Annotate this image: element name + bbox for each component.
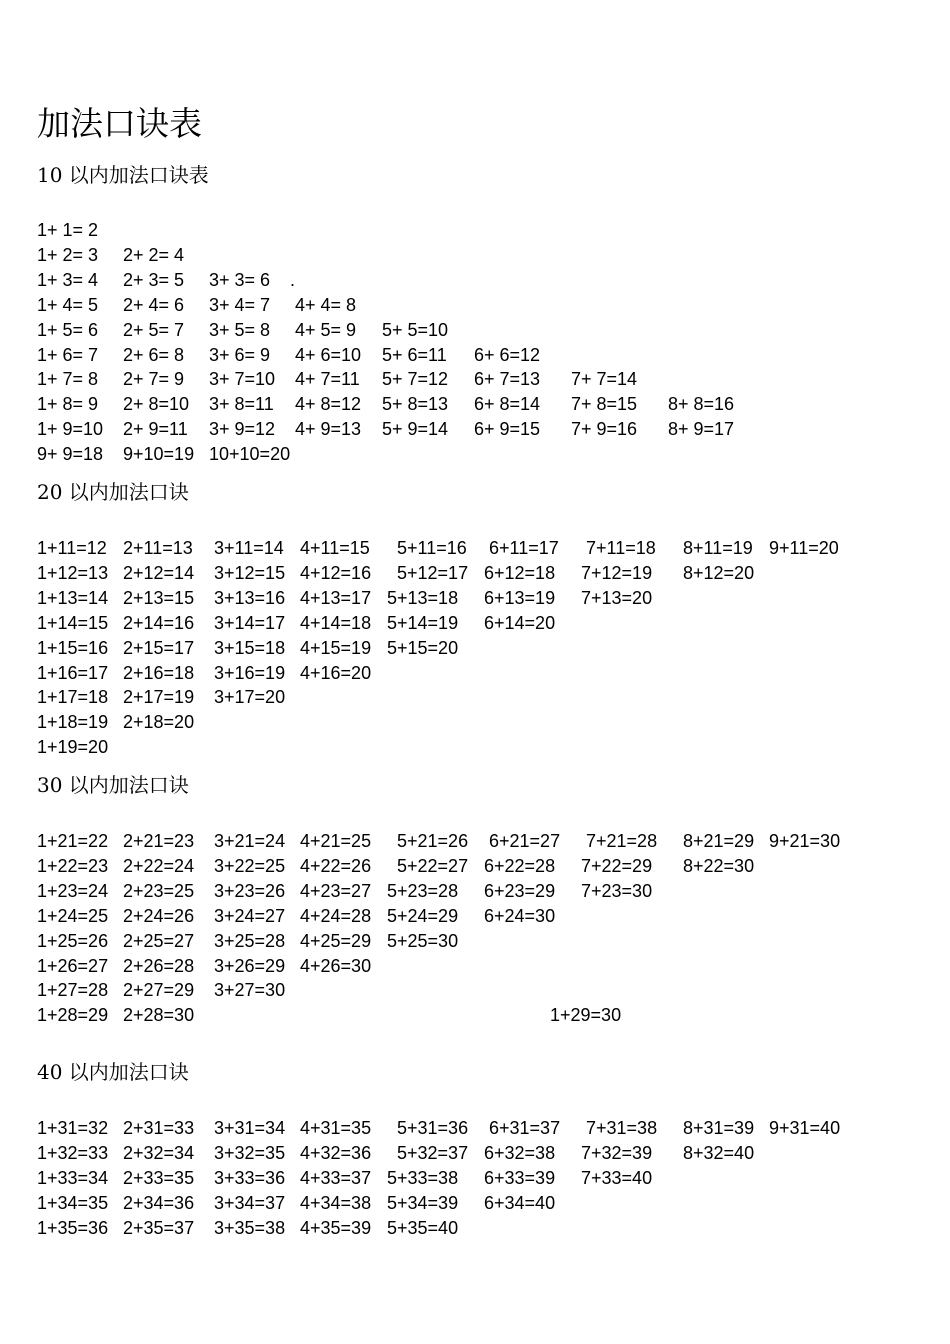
equation-cell: 4+26=30 [300,956,372,976]
table-row [37,417,937,441]
equation-cell: 5+32=37 [397,1143,469,1163]
equation-cell: 5+15=20 [387,638,459,658]
table-row [37,1166,937,1190]
equation-cell: 8+ 9=17 [668,419,735,439]
equation-cell: 6+ 7=13 [474,369,541,389]
equation-cell: 3+22=25 [214,856,286,876]
equation-cell: 8+32=40 [683,1143,755,1163]
equation-cell: 5+ 8=13 [382,394,449,414]
table-row [37,243,937,267]
table-row [37,954,937,978]
equation-cell: 5+ 5=10 [382,320,449,340]
equation-cell: 4+11=15 [300,538,370,558]
table-row [37,218,937,242]
equation-cell: 3+26=29 [214,956,286,976]
equation-cell: 4+33=37 [300,1168,372,1188]
equation-cell: 4+32=36 [300,1143,372,1163]
equation-cell: 2+16=18 [123,663,195,683]
equation-cell: 6+14=20 [484,613,556,633]
equation-cell: 2+ 2= 4 [123,245,185,265]
equation-cell: 4+ 8=12 [295,394,362,414]
table-row [37,536,937,560]
table-row [37,1003,937,1027]
table-row [37,661,937,685]
equation-cell: 2+33=35 [123,1168,195,1188]
equation-cell: 2+ 5= 7 [123,320,185,340]
equation-cell: 3+12=15 [214,563,286,583]
equation-cell: 3+33=36 [214,1168,286,1188]
equation-cell: 3+ 8=11 [209,394,274,414]
equation-cell: 6+12=18 [484,563,556,583]
equation-cell: 1+29=30 [550,1005,622,1025]
equation-cell: 1+32=33 [37,1143,109,1163]
equation-cell: 2+12=14 [123,563,195,583]
equation-cell: 1+ 3= 4 [37,270,99,290]
equation-cell: 2+11=13 [123,538,193,558]
equation-cell: 2+22=24 [123,856,195,876]
equation-cell: 2+ 9=11 [123,419,188,439]
equation-cell: 2+28=30 [123,1005,195,1025]
equation-cell: 3+25=28 [214,931,286,951]
equation-cell: 10+10=20 [209,444,291,464]
equation-cell: 7+22=29 [581,856,653,876]
equation-cell: 7+12=19 [581,563,653,583]
equation-cell: 3+ 7=10 [209,369,276,389]
equation-cell: 4+ 9=13 [295,419,362,439]
table-row [37,685,937,709]
equation-cell: 4+22=26 [300,856,372,876]
equation-cell: 3+ 6= 9 [209,345,271,365]
equation-cell: 1+11=12 [37,538,107,558]
equation-cell: 3+35=38 [214,1218,286,1238]
equation-cell: 8+12=20 [683,563,755,583]
equation-cell: 5+11=16 [397,538,467,558]
equation-cell: 1+23=24 [37,881,109,901]
table-row [37,318,937,342]
equation-cell: 1+ 1= 2 [37,220,99,240]
equation-cell: 1+ 6= 7 [37,345,99,365]
equation-cell: 6+11=17 [489,538,559,558]
equation-cell: 4+35=39 [300,1218,372,1238]
equation-cell: 7+23=30 [581,881,653,901]
equation-cell: 3+ 9=12 [209,419,276,439]
equation-cell: 3+11=14 [214,538,284,558]
equation-cell: 4+ 7=11 [295,369,360,389]
equation-cell: 5+35=40 [387,1218,459,1238]
equation-cell: 5+23=28 [387,881,459,901]
equation-cell: 3+16=19 [214,663,286,683]
equation-cell: 7+ 7=14 [571,369,638,389]
table-row [37,392,937,416]
equation-cell: 2+23=25 [123,881,195,901]
equation-cell: 2+35=37 [123,1218,195,1238]
equation-cell: 1+ 4= 5 [37,295,99,315]
equation-cell: 1+27=28 [37,980,109,1000]
equation-cell: 2+27=29 [123,980,195,1000]
equation-cell: 8+31=39 [683,1118,755,1138]
table-row [37,293,937,317]
section-heading: 40 以内加法口诀 [37,1060,189,1084]
equation-cell: 1+33=34 [37,1168,109,1188]
equation-cell: 6+ 8=14 [474,394,541,414]
equation-cell: 1+31=32 [37,1118,109,1138]
equation-cell: 1+ 7= 8 [37,369,99,389]
equation-cell: 5+ 7=12 [382,369,449,389]
equation-cell: 6+33=39 [484,1168,556,1188]
table-row [37,611,937,635]
table-row [37,561,937,585]
equation-cell: 1+14=15 [37,613,109,633]
table-row [37,978,937,1002]
table-row [37,442,937,466]
equation-cell: 3+14=17 [214,613,286,633]
equation-cell: 5+12=17 [397,563,469,583]
equation-cell: 1+21=22 [37,831,109,851]
equation-cell: 3+17=20 [214,687,286,707]
equation-cell: 3+31=34 [214,1118,286,1138]
equation-cell: 2+34=36 [123,1193,195,1213]
table-row [37,904,937,928]
table-row [37,636,937,660]
equation-cell: 2+13=15 [123,588,195,608]
equation-cell: 7+21=28 [586,831,658,851]
equation-cell: 1+15=16 [37,638,109,658]
equation-cell: 7+11=18 [586,538,656,558]
equation-cell: 4+15=19 [300,638,372,658]
table-row [37,1141,937,1165]
equation-cell: 9+ 9=18 [37,444,104,464]
equation-cell: 3+ 5= 8 [209,320,271,340]
table-row [37,854,937,878]
equation-cell: 2+24=26 [123,906,195,926]
equation-cell: 3+34=37 [214,1193,286,1213]
equation-cell: 6+31=37 [489,1118,561,1138]
equation-cell: 2+15=17 [123,638,195,658]
equation-cell: 1+ 9=10 [37,419,104,439]
equation-cell: 5+31=36 [397,1118,469,1138]
equation-cell: 8+21=29 [683,831,755,851]
equation-cell: 4+ 6=10 [295,345,362,365]
equation-cell: 3+27=30 [214,980,286,1000]
equation-cell: 2+17=19 [123,687,195,707]
equation-cell: . [290,270,296,290]
table-row [37,879,937,903]
document-title: 加法口诀表 [37,104,202,143]
equation-cell: 1+19=20 [37,737,109,757]
equation-cell: 5+ 9=14 [382,419,449,439]
equation-cell: 5+34=39 [387,1193,459,1213]
equation-cell: 3+13=16 [214,588,286,608]
equation-cell: 8+22=30 [683,856,755,876]
equation-cell: 7+ 9=16 [571,419,638,439]
equation-cell: 6+23=29 [484,881,556,901]
equation-cell: 7+13=20 [581,588,653,608]
equation-cell: 3+21=24 [214,831,286,851]
equation-cell: 5+21=26 [397,831,469,851]
equation-cell: 1+28=29 [37,1005,109,1025]
table-row [37,268,937,292]
table-row [37,1116,937,1140]
equation-cell: 3+ 3= 6 [209,270,271,290]
equation-cell: 2+ 4= 6 [123,295,185,315]
table-row [37,1191,937,1215]
equation-cell: 6+21=27 [489,831,561,851]
equation-cell: 9+10=19 [123,444,195,464]
equation-cell: 8+11=19 [683,538,753,558]
equation-cell: 1+22=23 [37,856,109,876]
equation-cell: 1+24=25 [37,906,109,926]
equation-cell: 2+ 6= 8 [123,345,185,365]
equation-cell: 4+12=16 [300,563,372,583]
equation-cell: 5+25=30 [387,931,459,951]
equation-cell: 6+ 6=12 [474,345,541,365]
equation-cell: 3+24=27 [214,906,286,926]
equation-cell: 1+12=13 [37,563,109,583]
equation-cell: 4+16=20 [300,663,372,683]
equation-cell: 9+31=40 [769,1118,841,1138]
equation-cell: 2+18=20 [123,712,195,732]
equation-cell: 2+ 7= 9 [123,369,185,389]
equation-cell: 4+24=28 [300,906,372,926]
equation-cell: 3+ 4= 7 [209,295,271,315]
table-row [37,829,937,853]
equation-cell: 2+21=23 [123,831,195,851]
equation-cell: 2+31=33 [123,1118,195,1138]
equation-cell: 4+13=17 [300,588,372,608]
equation-cell: 4+21=25 [300,831,372,851]
equation-cell: 2+ 8=10 [123,394,190,414]
equation-cell: 5+22=27 [397,856,469,876]
equation-cell: 7+31=38 [586,1118,658,1138]
equation-cell: 1+ 8= 9 [37,394,99,414]
equation-cell: 2+25=27 [123,931,195,951]
equation-cell: 2+32=34 [123,1143,195,1163]
equation-cell: 9+21=30 [769,831,841,851]
equation-cell: 1+ 2= 3 [37,245,99,265]
equation-cell: 1+17=18 [37,687,109,707]
equation-cell: 6+22=28 [484,856,556,876]
equation-cell: 6+ 9=15 [474,419,541,439]
equation-cell: 1+26=27 [37,956,109,976]
table-row [37,710,937,734]
section-heading: 20 以内加法口诀 [37,480,189,504]
equation-cell: 1+35=36 [37,1218,109,1238]
table-row [37,735,937,759]
equation-cell: 1+34=35 [37,1193,109,1213]
equation-cell: 4+31=35 [300,1118,372,1138]
equation-cell: 4+ 4= 8 [295,295,357,315]
equation-cell: 2+ 3= 5 [123,270,185,290]
equation-cell: 9+11=20 [769,538,839,558]
table-row [37,367,937,391]
equation-cell: 5+24=29 [387,906,459,926]
section-heading: 30 以内加法口诀 [37,773,189,797]
equation-cell: 6+24=30 [484,906,556,926]
equation-cell: 4+ 5= 9 [295,320,357,340]
equation-cell: 7+ 8=15 [571,394,638,414]
equation-cell: 4+14=18 [300,613,372,633]
table-row [37,343,937,367]
equation-cell: 5+14=19 [387,613,459,633]
equation-cell: 5+13=18 [387,588,459,608]
equation-cell: 3+15=18 [214,638,286,658]
equation-cell: 7+32=39 [581,1143,653,1163]
equation-cell: 4+34=38 [300,1193,372,1213]
section-heading: 10 以内加法口诀表 [37,163,209,187]
equation-cell: 4+23=27 [300,881,372,901]
equation-cell: 7+33=40 [581,1168,653,1188]
equation-cell: 1+25=26 [37,931,109,951]
equation-cell: 5+ 6=11 [382,345,447,365]
equation-cell: 1+16=17 [37,663,109,683]
table-row [37,929,937,953]
equation-cell: 2+14=16 [123,613,195,633]
equation-cell: 3+23=26 [214,881,286,901]
equation-cell: 2+26=28 [123,956,195,976]
equation-cell: 3+32=35 [214,1143,286,1163]
equation-cell: 6+32=38 [484,1143,556,1163]
table-row [37,586,937,610]
equation-cell: 6+34=40 [484,1193,556,1213]
equation-cell: 6+13=19 [484,588,556,608]
equation-cell: 1+ 5= 6 [37,320,99,340]
equation-cell: 8+ 8=16 [668,394,735,414]
equation-cell: 5+33=38 [387,1168,459,1188]
equation-cell: 1+18=19 [37,712,109,732]
table-row [37,1216,937,1240]
equation-cell: 4+25=29 [300,931,372,951]
equation-cell: 1+13=14 [37,588,109,608]
